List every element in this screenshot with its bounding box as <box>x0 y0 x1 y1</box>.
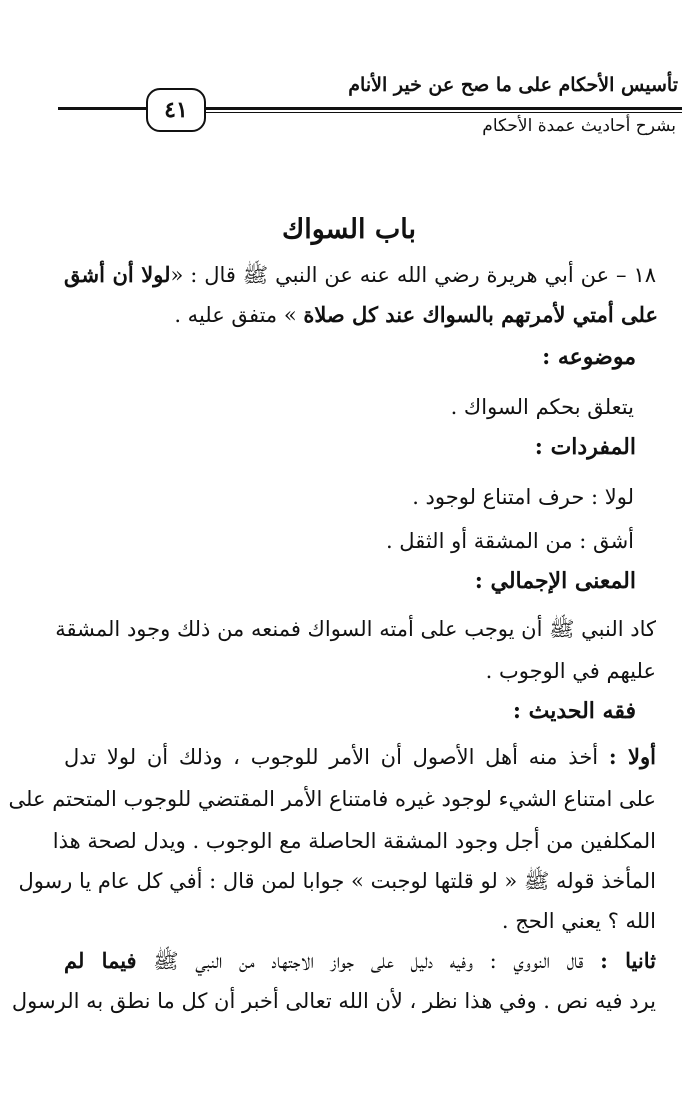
fiqh-first-4: المأخذ قوله ﷺ « لو قلتها لوجبت » جوابا لمن قال : أفي كل عام يا رسول <box>18 869 656 893</box>
hadith-line-2 <box>68 300 658 330</box>
topic-heading: موضوعه : <box>542 344 636 370</box>
fiqh-first-label: أولا : <box>608 744 656 769</box>
fiqh-first-text: أخذ منه أهل الأصول أن الأمر للوجوب ، وذلك أن لولا تدل <box>64 745 599 769</box>
hadith-text-2: على أمتي لأمرتهم بالسواك عند كل صلاة <box>303 302 658 327</box>
book-subtitle: بشرح أحاديث عمدة الأحكام <box>482 116 676 136</box>
page-number: ٤١ <box>146 88 206 132</box>
fiqh-second-text-b: فيما لم <box>64 948 137 973</box>
fiqh-first-5: الله ؟ يعني الحج . <box>501 909 656 933</box>
topic-text: يتعلق بحكم السواك . <box>450 395 634 419</box>
fiqh-second-label: ثانيا : <box>600 948 656 973</box>
hadith-intro: عن أبي هريرة رضي الله عنه عن النبي ﷺ قال : « <box>170 263 610 287</box>
vocab-item-2: أشق : من المشقة أو الثقل . <box>385 529 634 553</box>
general-meaning-2: عليهم في الوجوب . <box>485 659 656 683</box>
hadith-number: ١٨ – <box>616 263 656 287</box>
header-rule-thin <box>205 112 682 113</box>
chapter-title: باب السواك <box>281 214 417 245</box>
hadith-text-1: لولا أن أشق <box>64 262 171 287</box>
hadith-line-1 <box>64 260 656 290</box>
vocab-heading: المفردات : <box>534 434 636 460</box>
fiqh-second-2: يرد فيه نص . وفي هذا نظر ، لأن الله تعالى أخبر أن كل ما نطق به الرسول <box>11 989 656 1013</box>
fiqh-heading: فقه الحديث : <box>512 698 636 724</box>
general-meaning-1: كاد النبي ﷺ أن يوجب على أمته السواك فمنعه من ذلك وجود المشقة <box>55 617 656 641</box>
book-title: تأسيس الأحكام على ما صح عن خير الأنام <box>348 74 678 96</box>
fiqh-first-1 <box>64 742 656 772</box>
hadith-closing: » متفق عليه . <box>174 303 297 327</box>
general-meaning-heading: المعنى الإجمالي : <box>474 568 636 594</box>
fiqh-first-2: على امتناع الشيء لوجود غيره فامتناع الأمر المقتضي للوجوب المتحتم على <box>8 787 656 811</box>
fiqh-first-3: المكلفين من أجل وجود المشقة الحاصلة مع الوجوب . ويدل لصحة هذا <box>52 829 656 853</box>
fiqh-second-1 <box>64 946 656 976</box>
fiqh-second-text-a: قال النووي : وفيه دليل على جواز الاجتهاد من النبي ﷺ <box>153 949 584 973</box>
vocab-item-1: لولا : حرف امتناع لوجود . <box>412 485 634 509</box>
